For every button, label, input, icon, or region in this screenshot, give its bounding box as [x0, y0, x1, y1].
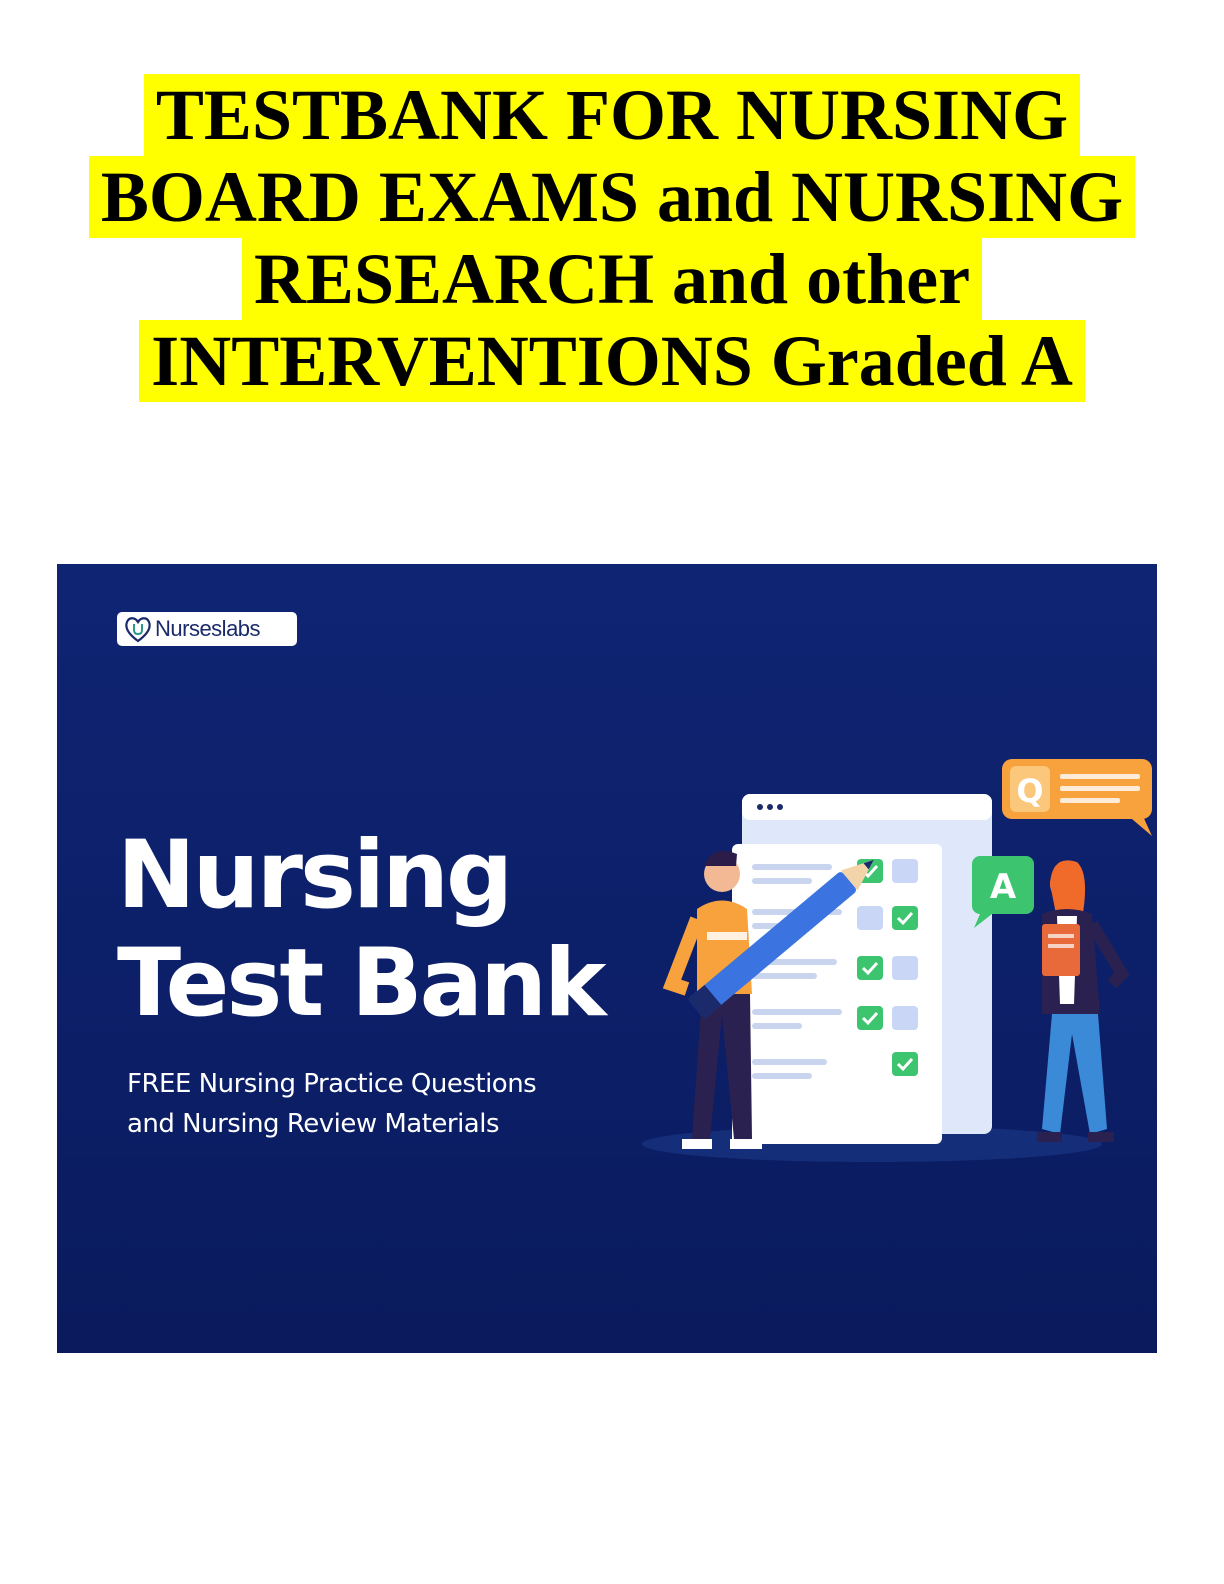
logo-text: Nurseslabs [155, 616, 261, 641]
clipboard-icon [1042, 924, 1080, 976]
answer-bubble-icon [972, 856, 1034, 928]
title-line-4: INTERVENTIONS Graded A [139, 320, 1085, 402]
question-badge: Q [1016, 772, 1044, 810]
title-line-3: RESEARCH and other [242, 238, 982, 320]
heart-stethoscope-icon [123, 615, 153, 643]
subtext-line-1: FREE Nursing Practice Questions [127, 1069, 537, 1099]
cover-banner-image [57, 564, 1157, 1353]
nurse-figure [1037, 860, 1122, 1142]
headline-line-1: Nursing [117, 821, 511, 930]
headline [117, 822, 604, 1038]
nurseslabs-logo [117, 612, 297, 646]
title-line-2: BOARD EXAMS and NURSING [89, 156, 1135, 238]
subtext [127, 1064, 536, 1144]
question-bubble-icon [1002, 759, 1152, 836]
title-line-1: TESTBANK FOR NURSING [144, 74, 1080, 156]
test-bank-illustration [612, 744, 1157, 1184]
subtext-line-2: and Nursing Review Materials [127, 1109, 500, 1139]
document-title [0, 74, 1224, 402]
headline-line-2: Test Bank [117, 929, 604, 1038]
answer-badge: A [989, 867, 1017, 907]
window-dot-icon [757, 804, 763, 810]
